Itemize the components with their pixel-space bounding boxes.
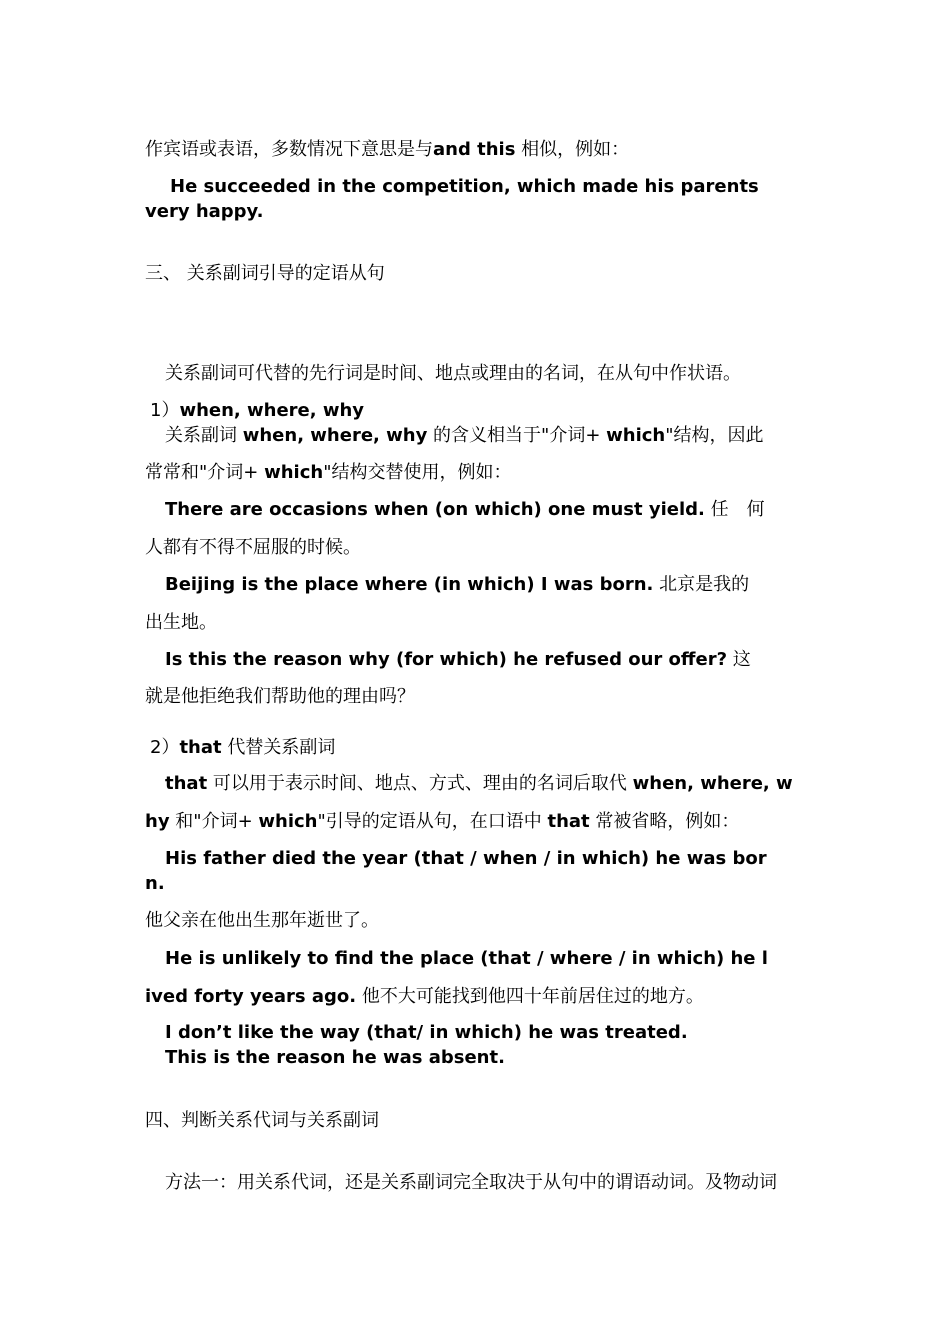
- text-line: 关系副词 when, where, why 的含义相当于"介词+ which"结构，因此: [165, 425, 764, 446]
- example-sentence: This is the reason he was absent.: [165, 1047, 505, 1068]
- text-line: 方法一：用关系代词，还是关系副词完全取决于从句中的谓语动词。及物动词: [165, 1172, 777, 1193]
- subsection-heading: 2）that 代替关系副词: [150, 737, 336, 758]
- translation-line: 出生地。: [145, 612, 217, 633]
- example-sentence: ived forty years ago. 他不大可能找到他四十年前居住过的地方。: [145, 986, 704, 1007]
- example-sentence: Is this the reason why (for which) he refused our offer? 这: [165, 649, 751, 670]
- translation-line: 人都有不得不屈服的时候。: [145, 537, 361, 558]
- example-sentence: There are occasions when (on which) one must yield. 任 何: [165, 499, 765, 520]
- text-line: 关系副词可代替的先行词是时间、地点或理由的名词，在从句中作状语。: [165, 363, 741, 384]
- text-line: that 可以用于表示时间、地点、方式、理由的名词后取代 when, where, w: [165, 773, 793, 794]
- example-sentence: I don’t like the way (that/ in which) he was treated.: [165, 1022, 688, 1043]
- translation-line: 就是他拒绝我们帮助他的理由吗？: [145, 686, 415, 707]
- subsection-heading: 1）when, where, why: [150, 400, 365, 421]
- example-sentence: Beijing is the place where (in which) I was born. 北京是我的: [165, 574, 750, 595]
- section-heading: 三、 关系副词引导的定语从句: [145, 263, 385, 284]
- text-line: hy 和"介词+ which"引导的定语从句，在口语中 that 常被省略，例如：: [145, 811, 740, 832]
- example-sentence: very happy.: [145, 201, 264, 222]
- section-heading: 四、判断关系代词与关系副词: [145, 1110, 379, 1131]
- example-sentence: His father died the year (that / when / in which) he was bor: [165, 848, 767, 869]
- example-sentence: He is unlikely to find the place (that / where / in which) he l: [165, 948, 768, 969]
- text-line: 常常和"介词+ which"结构交替使用，例如：: [145, 462, 512, 483]
- example-sentence: He succeeded in the competition, which made his parents: [170, 176, 759, 197]
- text-line: 作宾语或表语，多数情况下意思是与and this 相似，例如：: [145, 139, 630, 160]
- example-sentence: n.: [145, 873, 165, 894]
- translation-line: 他父亲在他出生那年逝世了。: [145, 910, 379, 931]
